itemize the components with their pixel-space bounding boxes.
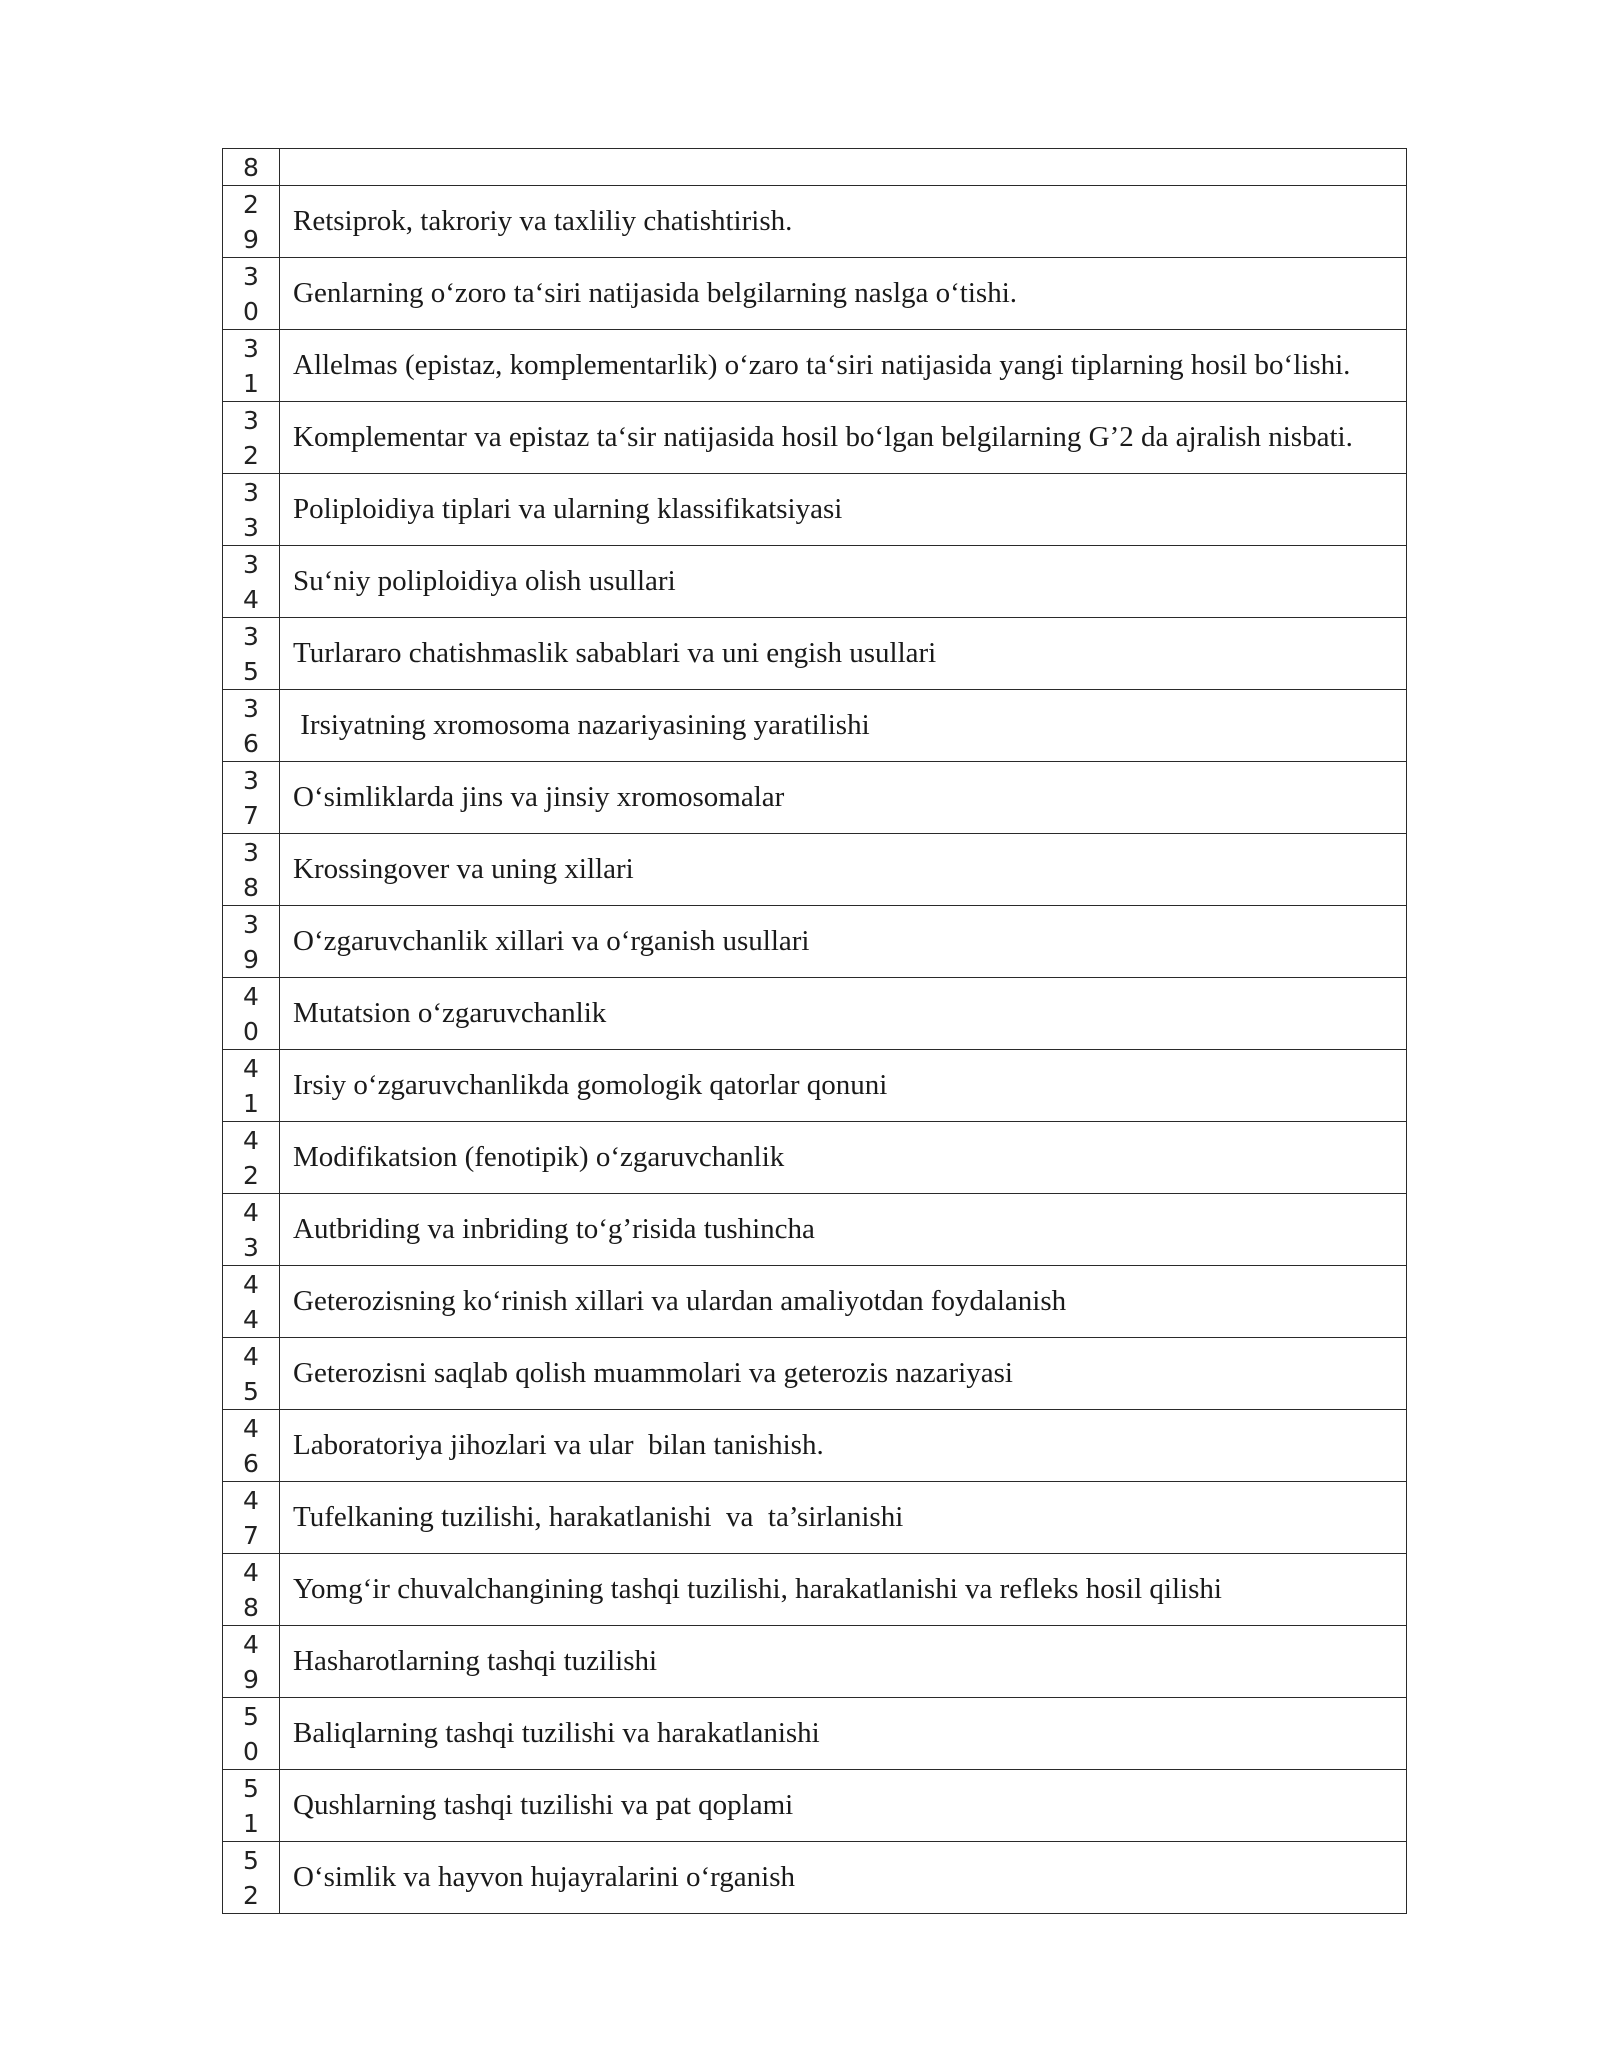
topic-text-cell: Autbriding va inbriding to‘g’risida tushincha [280,1194,1407,1266]
topics-table [222,148,1407,1914]
row-number-digit: 3 [243,693,259,723]
table-row [223,978,1407,1050]
row-number-digit: 5 [243,656,259,686]
row-number-digit: 4 [243,1485,259,1515]
row-number-digit: 9 [243,1664,259,1694]
row-number-digit: 6 [243,1448,259,1478]
table-row [223,1770,1407,1842]
table-row [223,1050,1407,1122]
topic-text-cell: Poliploidiya tiplari va ularning klassifikatsiyasi [280,474,1407,546]
row-number-digit: 3 [243,837,259,867]
topic-text-cell: Yomg‘ir chuvalchangining tashqi tuzilishi, harakatlanishi va refleks hosil qilishi [280,1554,1407,1626]
row-number-cell [223,906,280,978]
row-number-cell [223,1770,280,1842]
row-number-digit: 4 [243,1197,259,1227]
row-number-cell [223,149,280,186]
row-number-digit: 3 [243,405,259,435]
row-number-digit: 8 [243,152,259,182]
row-number-digit: 4 [243,1629,259,1659]
row-number-digit: 5 [243,1376,259,1406]
row-number-digit: 2 [243,189,259,219]
table-row [223,1194,1407,1266]
row-number-cell [223,1482,280,1554]
row-number-cell [223,1122,280,1194]
row-number-digit: 2 [243,440,259,470]
row-number-digit: 3 [243,512,259,542]
row-number-digit: 3 [243,549,259,579]
topic-text-cell: O‘zgaruvchanlik xillari va o‘rganish usullari [280,906,1407,978]
topic-text-cell: Genlarning o‘zoro ta‘siri natijasida belgilarning naslga o‘tishi. [280,258,1407,330]
row-number-cell [223,1842,280,1914]
row-number-cell [223,258,280,330]
row-number-cell [223,834,280,906]
row-number-digit: 2 [243,1880,259,1910]
row-number-digit: 0 [243,296,259,326]
topic-text-cell: Turlararo chatishmaslik sabablari va uni engish usullari [280,618,1407,690]
row-number-cell [223,1554,280,1626]
table-row [223,834,1407,906]
topic-text-cell: Mutatsion o‘zgaruvchanlik [280,978,1407,1050]
table-row [223,1266,1407,1338]
row-number-cell [223,1050,280,1122]
table-row [223,1410,1407,1482]
topic-text-cell: Allelmas (epistaz, komplementarlik) o‘zaro ta‘siri natijasida yangi tiplarning hosil bo‘lishi. [280,330,1407,402]
row-number-digit: 3 [243,477,259,507]
topic-text-cell: Geterozisni saqlab qolish muammolari va geterozis nazariyasi [280,1338,1407,1410]
row-number-cell [223,546,280,618]
table-row [223,546,1407,618]
topic-text-cell: Irsiyatning xromosoma nazariyasining yaratilishi [280,690,1407,762]
row-number-digit: 4 [243,1053,259,1083]
row-number-digit: 0 [243,1736,259,1766]
topic-text-cell [280,149,1407,186]
table-row [223,1122,1407,1194]
topic-text-cell: Komplementar va epistaz ta‘sir natijasida hosil bo‘lgan belgilarning G’2 da ajralish nisbati. [280,402,1407,474]
row-number-cell [223,1266,280,1338]
row-number-digit: 5 [243,1773,259,1803]
topic-text-cell: O‘simlik va hayvon hujayralarini o‘rganish [280,1842,1407,1914]
table-row [223,149,1407,186]
table-row [223,762,1407,834]
row-number-digit: 9 [243,944,259,974]
row-number-digit: 7 [243,800,259,830]
row-number-digit: 3 [243,621,259,651]
row-number-digit: 5 [243,1701,259,1731]
row-number-cell [223,1410,280,1482]
table-row [223,1482,1407,1554]
topics-table-body [223,149,1407,1914]
row-number-cell [223,1626,280,1698]
row-number-digit: 5 [243,1845,259,1875]
row-number-cell [223,402,280,474]
table-row [223,1338,1407,1410]
table-row [223,474,1407,546]
row-number-digit: 4 [243,1125,259,1155]
row-number-digit: 2 [243,1160,259,1190]
row-number-digit: 4 [243,1413,259,1443]
table-row [223,1626,1407,1698]
row-number-digit: 4 [243,584,259,614]
topic-text-cell: Irsiy o‘zgaruvchanlikda gomologik qatorlar qonuni [280,1050,1407,1122]
table-row [223,402,1407,474]
row-number-digit: 1 [243,1808,259,1838]
row-number-cell [223,1194,280,1266]
row-number-cell [223,186,280,258]
row-number-digit: 0 [243,1016,259,1046]
row-number-cell [223,690,280,762]
topic-text-cell: Laboratoriya jihozlari va ular bilan tanishish. [280,1410,1407,1482]
topic-text-cell: Modifikatsion (fenotipik) o‘zgaruvchanlik [280,1122,1407,1194]
table-row [223,906,1407,978]
row-number-digit: 7 [243,1520,259,1550]
row-number-cell [223,618,280,690]
table-row [223,1698,1407,1770]
row-number-cell [223,1698,280,1770]
row-number-digit: 4 [243,1341,259,1371]
topic-text-cell: Tufelkaning tuzilishi, harakatlanishi va ta’sirlanishi [280,1482,1407,1554]
row-number-digit: 8 [243,872,259,902]
row-number-digit: 1 [243,1088,259,1118]
row-number-cell [223,330,280,402]
table-row [223,1842,1407,1914]
row-number-digit: 4 [243,1269,259,1299]
table-row [223,618,1407,690]
topic-text-cell: O‘simliklarda jins va jinsiy xromosomalar [280,762,1407,834]
table-row [223,330,1407,402]
row-number-digit: 1 [243,368,259,398]
table-row [223,258,1407,330]
row-number-cell [223,762,280,834]
row-number-digit: 4 [243,1557,259,1587]
topic-text-cell: Su‘niy poliploidiya olish usullari [280,546,1407,618]
row-number-digit: 9 [243,224,259,254]
table-row [223,1554,1407,1626]
row-number-cell [223,978,280,1050]
row-number-digit: 3 [243,765,259,795]
row-number-cell [223,474,280,546]
topic-text-cell: Krossingover va uning xillari [280,834,1407,906]
topic-text-cell: Baliqlarning tashqi tuzilishi va harakatlanishi [280,1698,1407,1770]
table-row [223,186,1407,258]
table-row [223,690,1407,762]
topic-text-cell: Geterozisning ko‘rinish xillari va ulardan amaliyotdan foydalanish [280,1266,1407,1338]
row-number-digit: 4 [243,981,259,1011]
row-number-digit: 3 [243,333,259,363]
row-number-digit: 6 [243,728,259,758]
row-number-digit: 3 [243,261,259,291]
topic-text-cell: Retsiprok, takroriy va taxliliy chatishtirish. [280,186,1407,258]
row-number-digit: 8 [243,1592,259,1622]
topic-text-cell: Qushlarning tashqi tuzilishi va pat qoplami [280,1770,1407,1842]
row-number-digit: 4 [243,1304,259,1334]
row-number-cell [223,1338,280,1410]
row-number-digit: 3 [243,1232,259,1262]
row-number-digit: 3 [243,909,259,939]
topic-text-cell: Hasharotlarning tashqi tuzilishi [280,1626,1407,1698]
